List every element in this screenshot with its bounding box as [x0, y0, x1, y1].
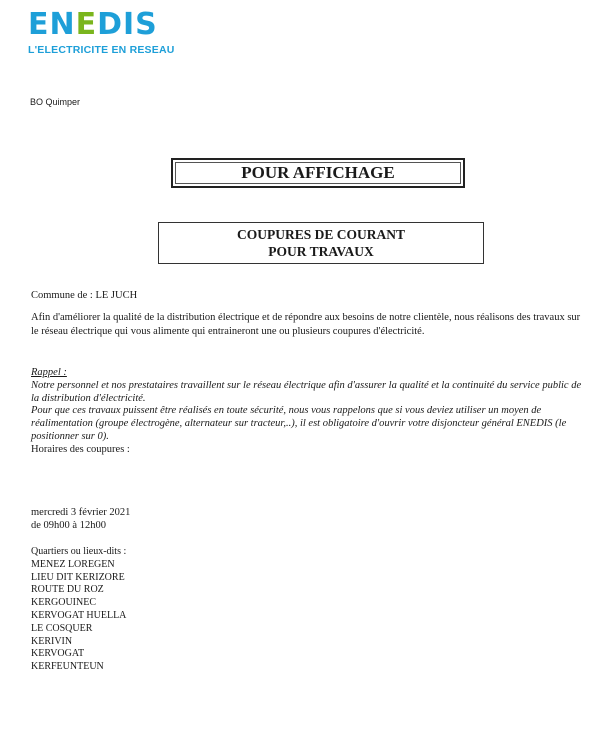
quartiers-title: Quartiers ou lieux-dits :	[31, 546, 127, 557]
banner-title: POUR AFFICHAGE	[171, 158, 465, 188]
outage-date: mercredi 3 février 2021	[31, 507, 131, 518]
subject-box	[158, 222, 484, 264]
sender-office: BO Quimper	[30, 97, 81, 107]
quartier-item: KERVOGAT	[31, 648, 85, 660]
logo-tagline: L'ELECTRICITE EN RESEAU	[28, 44, 175, 56]
quartier-item: ROUTE DU ROZ	[31, 584, 104, 596]
quartier-item: LIEU DIT KERIZORE	[31, 571, 125, 583]
quartier-item: KERIVIN	[31, 635, 73, 647]
logo-wordmark: ENEDIS	[28, 7, 158, 42]
quartiers-section	[31, 546, 126, 674]
quartier-item: KERGOUINEC	[31, 597, 96, 609]
commune-label: Commune de : LE JUCH	[31, 290, 138, 301]
subject-line-1: COUPURES DE COURANT	[236, 227, 405, 242]
intro-paragraph: Afin d'améliorer la qualité de la distribution électrique et de répondre aux besoins de notre clientèle, nous réalisons des travaux sur le réseau électrique qui vous alimente qui entraineront une ou plusieurs coupures d'électricité.	[31, 312, 581, 337]
enedis-logo	[28, 8, 178, 56]
quartier-item: MENEZ LOREGEN	[31, 558, 115, 570]
rappel-title: Rappel :	[31, 367, 67, 378]
horaires-title: Horaires des coupures :	[31, 444, 130, 455]
rappel-section	[31, 367, 591, 444]
subject-line-2: POUR TRAVAUX	[268, 244, 374, 259]
rappel-paragraph-1: Notre personnel et nos prestataires travaillent sur le réseau électrique afin d'assurer la qualité et la continuité du service public de la distribution d'électricité.	[31, 379, 582, 404]
quartier-item: LE COSQUER	[31, 622, 93, 634]
quartier-item: KERFEUNTEUN	[31, 661, 104, 673]
outage-schedule	[31, 507, 130, 532]
rappel-paragraph-2: Pour que ces travaux puissent être réalisés en toute sécurité, nous vous rappelons que si vous deviez utiliser un moyen de réalimentation (groupe électrogène, alternateur sur tracteur,..), il est obligatoire d'ouvrir votre disjoncteur général ENEDIS (le positionner sur 0).	[31, 405, 567, 442]
quartier-item: KERVOGAT HUELLA	[31, 609, 127, 621]
outage-time: de 09h00 à 12h00	[31, 519, 106, 531]
